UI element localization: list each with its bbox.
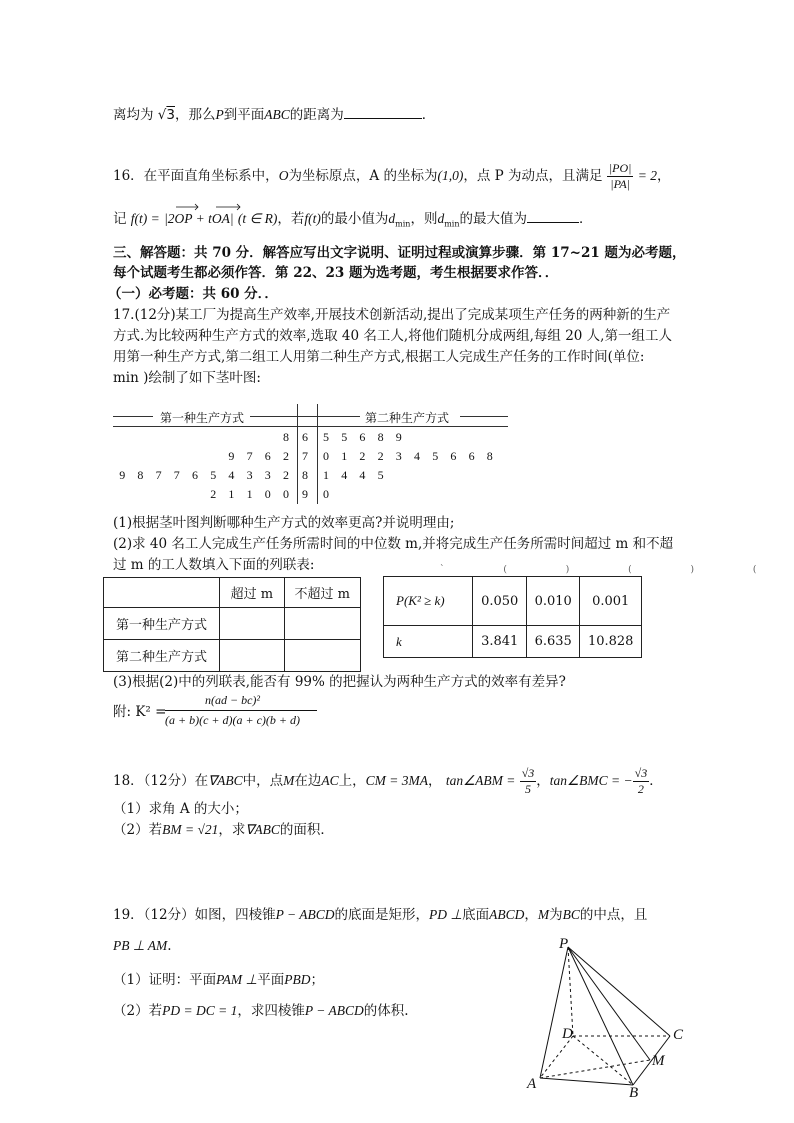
stem-leaf-top-rule-mid	[250, 416, 360, 417]
formula-numerator: n(ad − bc)²	[205, 693, 261, 707]
table-cell: 0.001	[580, 577, 642, 626]
edge-PD	[568, 947, 573, 1036]
leaf-right: 6	[450, 449, 457, 463]
stem-leaf-header-right: 第二种生产方式	[365, 411, 450, 425]
q17-part2-line2: 过 m 的工人数填入下面的列联表:	[113, 557, 315, 573]
label-P: P	[559, 936, 569, 952]
stem-leaf-row	[113, 449, 513, 468]
ratio-fraction: $\frac{|PO|}{|PA|}$	[608, 161, 632, 191]
leaf-right: 5	[323, 430, 329, 444]
q17-line: 用第一种生产方式,第二组工人用第二种生产方式,根据工人完成生产任务的工作时间(单位:	[113, 349, 645, 365]
stem: 9	[302, 487, 308, 501]
table-cell: 6.635	[526, 626, 579, 658]
q15-line: 离均为 √3，那么P到平面ABC的距离为 ．	[113, 107, 436, 123]
edge-AM	[540, 1060, 650, 1078]
vector-expression: |2OP + tOA|	[164, 211, 234, 226]
answer-blank[interactable]	[527, 210, 579, 223]
formula-denominator: (a + b)(c + d)(a + c)(b + d)	[165, 713, 301, 727]
leaf-left: 2	[210, 487, 217, 501]
label-C: C	[673, 1027, 684, 1043]
edge-PM	[568, 947, 650, 1060]
table-row-label: P(K² ≥ k)	[384, 577, 473, 626]
leaf-left: 9	[228, 449, 235, 463]
cut-off-marks: ` ( ) ( ) (	[440, 565, 785, 575]
stem-leaf-row	[113, 487, 513, 506]
stem: 7	[302, 449, 308, 463]
leaf-left: 1	[246, 487, 253, 501]
leaf-right: 1	[341, 449, 348, 463]
leaf-left: 6	[264, 449, 271, 463]
label-B: B	[629, 1085, 639, 1100]
stem-leaf-row	[113, 430, 513, 449]
leaf-left: 0	[264, 487, 271, 501]
leaf-left: 2	[283, 468, 289, 482]
stem: 6	[302, 430, 308, 444]
label-M: M	[652, 1053, 665, 1069]
label-D: D	[562, 1026, 573, 1042]
table-input-cell[interactable]	[284, 640, 360, 672]
q17-part2-line1: (2)求 40 名工人完成生产任务所需时间的中位数 m,并将完成生产任务所需时间超过 m 和不超	[113, 536, 674, 552]
q19-line2: PB ⊥ AM.	[113, 938, 172, 954]
leaf-left: 7	[155, 468, 162, 482]
leaf-right: 5	[341, 430, 348, 444]
table-cell: 0.050	[473, 577, 526, 626]
table-cell: 10.828	[580, 626, 642, 658]
table-row-label: k	[384, 626, 473, 658]
leaf-right: 4	[359, 468, 366, 482]
table-input-cell[interactable]	[220, 640, 285, 672]
q17-part3: (3)根据(2)中的列联表,能否有 99% 的把握认为两种生产方式的效率有差异?	[113, 674, 566, 690]
leaf-right: 4	[414, 449, 420, 463]
answer-blank[interactable]	[344, 106, 422, 119]
leaf-right: 0	[323, 449, 329, 463]
table-row-label: 第一种生产方式	[104, 608, 220, 640]
q17-part1: (1)根据茎叶图判断哪种生产方式的效率更高?并说明理由;	[113, 515, 455, 531]
leaf-right: 9	[395, 430, 402, 444]
stem-leaf-top-rule-right	[460, 416, 508, 417]
formula-bar	[165, 710, 317, 711]
critical-value-table	[383, 576, 642, 658]
leaf-left: 3	[246, 468, 253, 482]
leaf-right: 6	[468, 449, 475, 463]
leaf-right: 5	[432, 449, 439, 463]
stem-leaf-header-left: 第一种生产方式	[160, 411, 245, 425]
leaf-left: 3	[264, 468, 271, 482]
q18-line1: 18．（12分）在∇ABC中，点M在边AC上，CM = 3MA， tan∠ABM = $\frac{√3}{5}$ ，tan∠BMC = − $\frac{√3}{2}$ ．	[113, 766, 663, 796]
table-header: 不超过 m	[284, 578, 360, 608]
table-input-cell[interactable]	[284, 608, 360, 640]
leaf-left: 8	[137, 468, 144, 482]
pyramid-figure	[525, 935, 695, 1100]
subsection-heading: （一）必考题：共 60 分．．	[108, 286, 278, 302]
table-cell	[104, 578, 220, 608]
leaf-left: 5	[210, 468, 217, 482]
leaf-left: 9	[119, 468, 126, 482]
sqrt-symbol: √3	[157, 107, 175, 123]
leaf-right: 8	[377, 430, 384, 444]
label-A: A	[527, 1076, 537, 1092]
leaf-right: 8	[486, 449, 493, 463]
table-row-label: 第二种生产方式	[104, 640, 220, 672]
contingency-table	[103, 577, 361, 672]
leaf-right: 4	[341, 468, 348, 482]
leaf-left: 0	[283, 487, 289, 501]
vector-arrows	[168, 202, 248, 212]
leaf-left: 2	[283, 449, 289, 463]
leaf-right: 6	[359, 430, 366, 444]
q17-line: 方式.为比较两种生产方式的效率,选取 40 名工人,将他们随机分成两组,每组 20 人,第一组工人	[113, 328, 672, 344]
q18-part2: （2）若BM = √21，求∇ABC的面积．	[113, 822, 334, 838]
stem-leaf-top-rule-left	[113, 416, 153, 417]
table-cell: 0.010	[526, 577, 579, 626]
stem-leaf-divider	[113, 426, 508, 427]
edge-PC	[568, 947, 670, 1036]
leaf-right: 0	[323, 487, 329, 501]
q19-part2: （2）若PD = DC = 1，求四棱锥P − ABCD的体积.	[113, 1003, 409, 1019]
leaf-right: 2	[377, 449, 384, 463]
edge-AB	[540, 1078, 633, 1085]
q16-line1: 16．在平面直角坐标系中，O为坐标原点，A 的坐标为(1,0)，点 P 为动点，且满足 $\frac{|PO|}{|PA|}$ = 2，	[113, 161, 671, 191]
leaf-left: 8	[283, 430, 289, 444]
leaf-left: 1	[228, 487, 235, 501]
q19-line1: 19．（12分）如图，四棱锥P − ABCD的底面是矩形，PD ⊥底面ABCD，M为BC的中点，且	[113, 907, 648, 923]
leaf-right: 1	[323, 468, 329, 482]
leaf-right: 5	[377, 468, 384, 482]
table-cell: 3.841	[473, 626, 526, 658]
section-heading-line1: 三、解答题：共 70 分．解答应写出文字说明、证明过程或演算步骤．第 17~21 题为必考题，	[113, 245, 686, 261]
q17-line: min )绘制了如下茎叶图:	[113, 370, 261, 386]
q18-part1: （1）求角 A 的大小；	[113, 801, 248, 817]
table-input-cell[interactable]	[220, 608, 285, 640]
section-heading-line2: 每个试题考生都必须作答．第 22、23 题为选考题，考生根据要求作答．．	[113, 265, 559, 281]
stem: 8	[302, 468, 308, 482]
leaf-left: 7	[246, 449, 253, 463]
formula-label: 附: K² =	[113, 704, 167, 720]
q17-line: 17.(12分)某工厂为提高生产效率,开展技术创新活动,提出了完成某项生产任务的两种新的生产	[113, 307, 671, 323]
leaf-right: 2	[359, 449, 366, 463]
edge-PA	[540, 947, 568, 1078]
leaf-left: 6	[192, 468, 198, 482]
q16-line2: 记 f(t) = |2OP + tOA| (t ∈ R)，若f(t)的最小值为$d_{min}$，则$d_{min}$的最大值为 ．	[113, 211, 593, 229]
leaf-left: 7	[173, 468, 180, 482]
stem-leaf-row	[113, 468, 513, 487]
leaf-right: 3	[395, 449, 402, 463]
leaf-left: 4	[228, 468, 235, 482]
q19-part1: （1）证明：平面PAM ⊥平面PBD；	[113, 972, 324, 988]
table-header: 超过 m	[220, 578, 285, 608]
edge-DB	[573, 1036, 633, 1085]
